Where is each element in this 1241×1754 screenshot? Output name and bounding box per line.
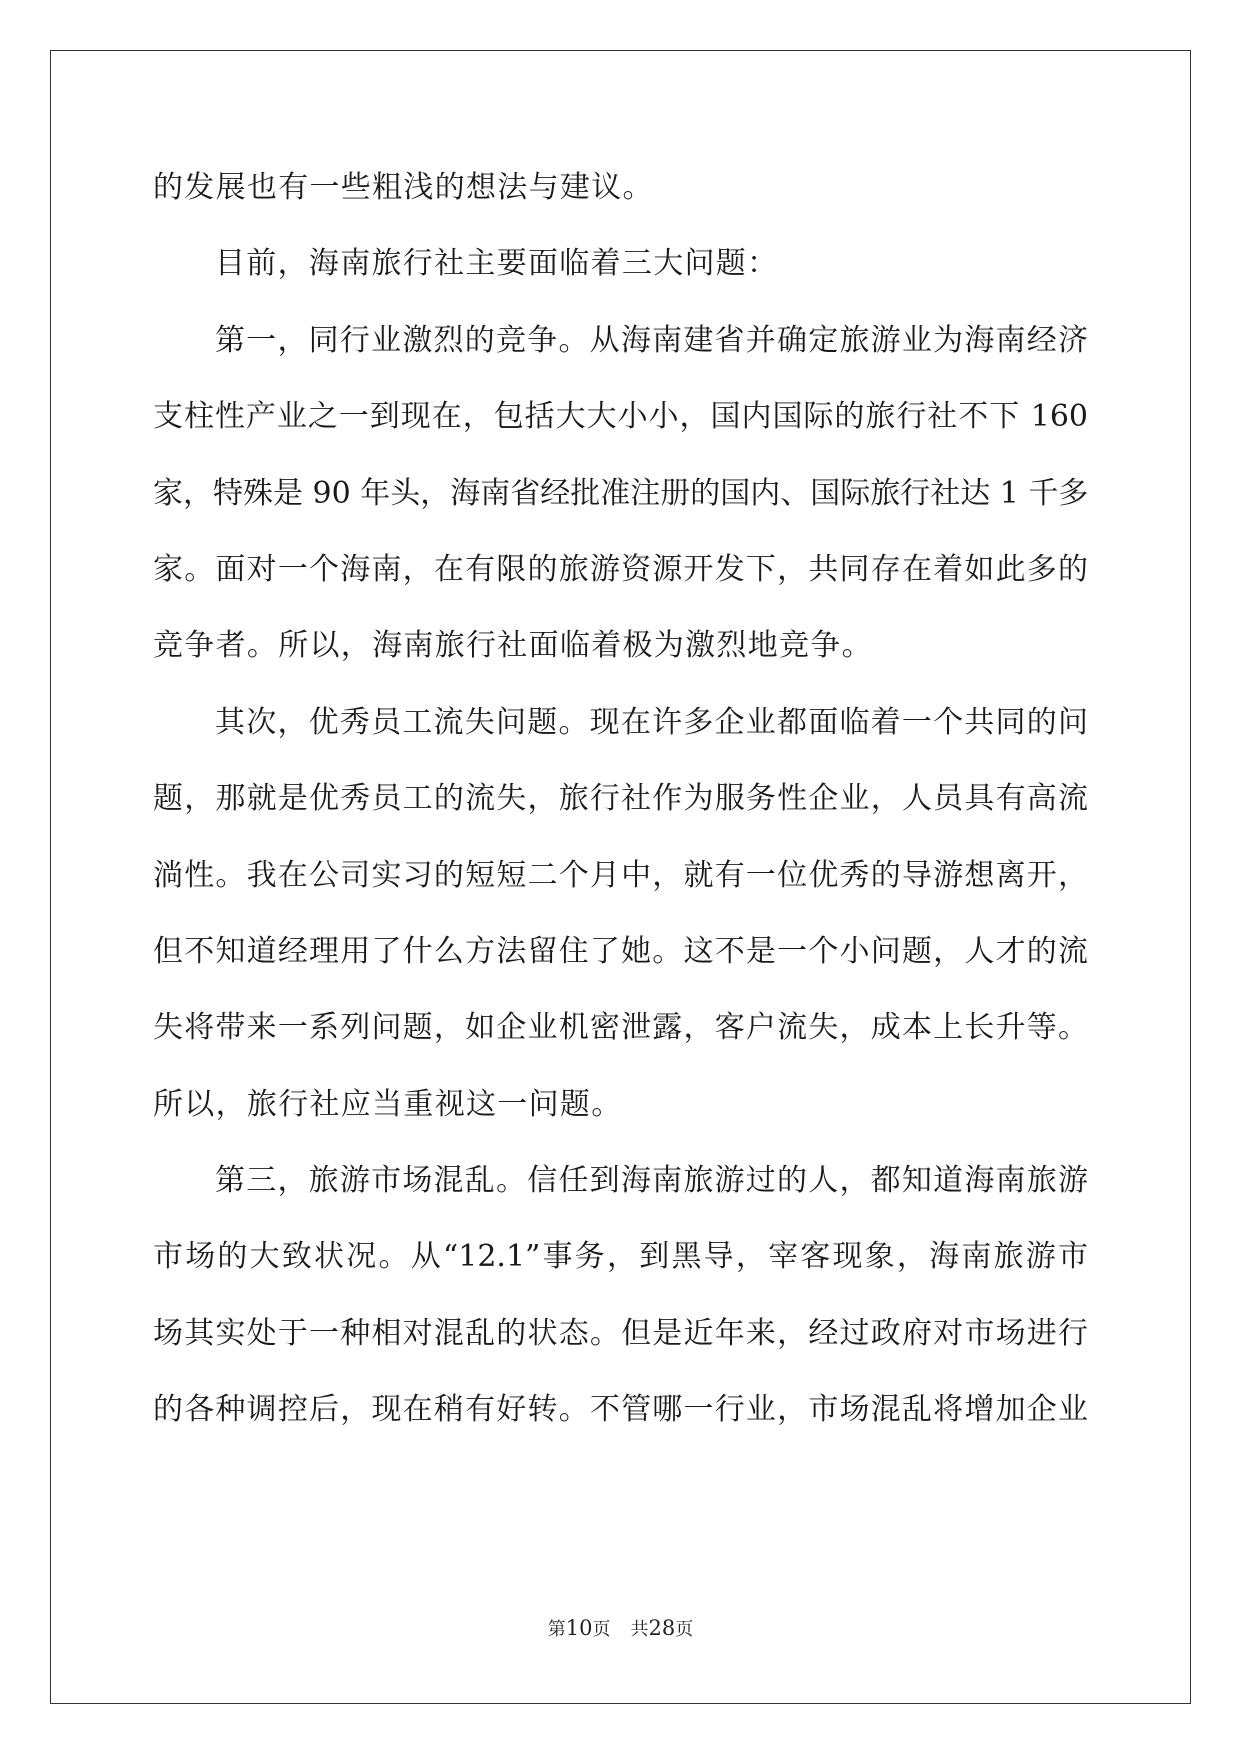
page-footer xyxy=(0,1616,1241,1642)
page-total-count: 28 xyxy=(648,1616,676,1640)
body-line: 市场的大致状况。从“12.1”事务，到黑导，宰客现象，海南旅游市 xyxy=(153,1239,1088,1275)
body-line: 的各种调控后，现在稍有好转。不管哪一行业，市场混乱将增加企业 xyxy=(153,1392,1088,1428)
body-line: 家，特殊是 90 年头，海南省经批准注册的国内、国际旅行社达 1 千多 xyxy=(153,475,1089,511)
document-body xyxy=(153,160,1088,1459)
page-total-prefix: 共 xyxy=(630,1619,649,1640)
body-line: 场其实处于一种相对混乱的状态。但是近年来，经过政府对市场进行 xyxy=(153,1315,1088,1351)
body-line: 第三，旅游市场混乱。信任到海南旅游过的人，都知道海南旅游 xyxy=(215,1163,1088,1199)
body-line: 目前，海南旅行社主要面临着三大问题： xyxy=(215,246,779,282)
page-number-prefix: 第 xyxy=(547,1619,566,1640)
body-line: 但不知道经理用了什么方法留住了她。这不是一个小问题，人才的流 xyxy=(153,933,1088,969)
body-line: 淌性。我在公司实习的短短二个月中，就有一位优秀的导游想离开， xyxy=(153,857,1088,893)
body-line: 第一，同行业激烈的竞争。从海南建省并确定旅游业为海南经济 xyxy=(215,322,1088,358)
body-line: 其次，优秀员工流失问题。现在许多企业都面临着一个共同的问 xyxy=(215,704,1088,740)
page-number-current: 10 xyxy=(565,1616,593,1640)
body-line: 失将带来一系列问题，如企业机密泄露，客户流失，成本上长升等。 xyxy=(153,1010,1088,1046)
page-total-suffix: 页 xyxy=(675,1619,694,1640)
body-line: 所以，旅行社应当重视这一问题。 xyxy=(153,1086,623,1122)
body-line: 家。面对一个海南，在有限的旅游资源开发下，共同存在着如此多的 xyxy=(153,551,1088,587)
body-line: 竞争者。所以，海南旅行社面临着极为激烈地竞争。 xyxy=(153,628,873,664)
body-line: 的发展也有一些粗浅的想法与建议。 xyxy=(153,170,654,205)
body-line: 题，那就是优秀员工的流失，旅行社作为服务性企业，人员具有高流 xyxy=(153,781,1088,817)
page-number-suffix: 页 xyxy=(592,1619,611,1640)
body-line: 支柱性产业之一到现在，包括大大小小，国内国际的旅行社不下 160 xyxy=(153,399,1088,435)
